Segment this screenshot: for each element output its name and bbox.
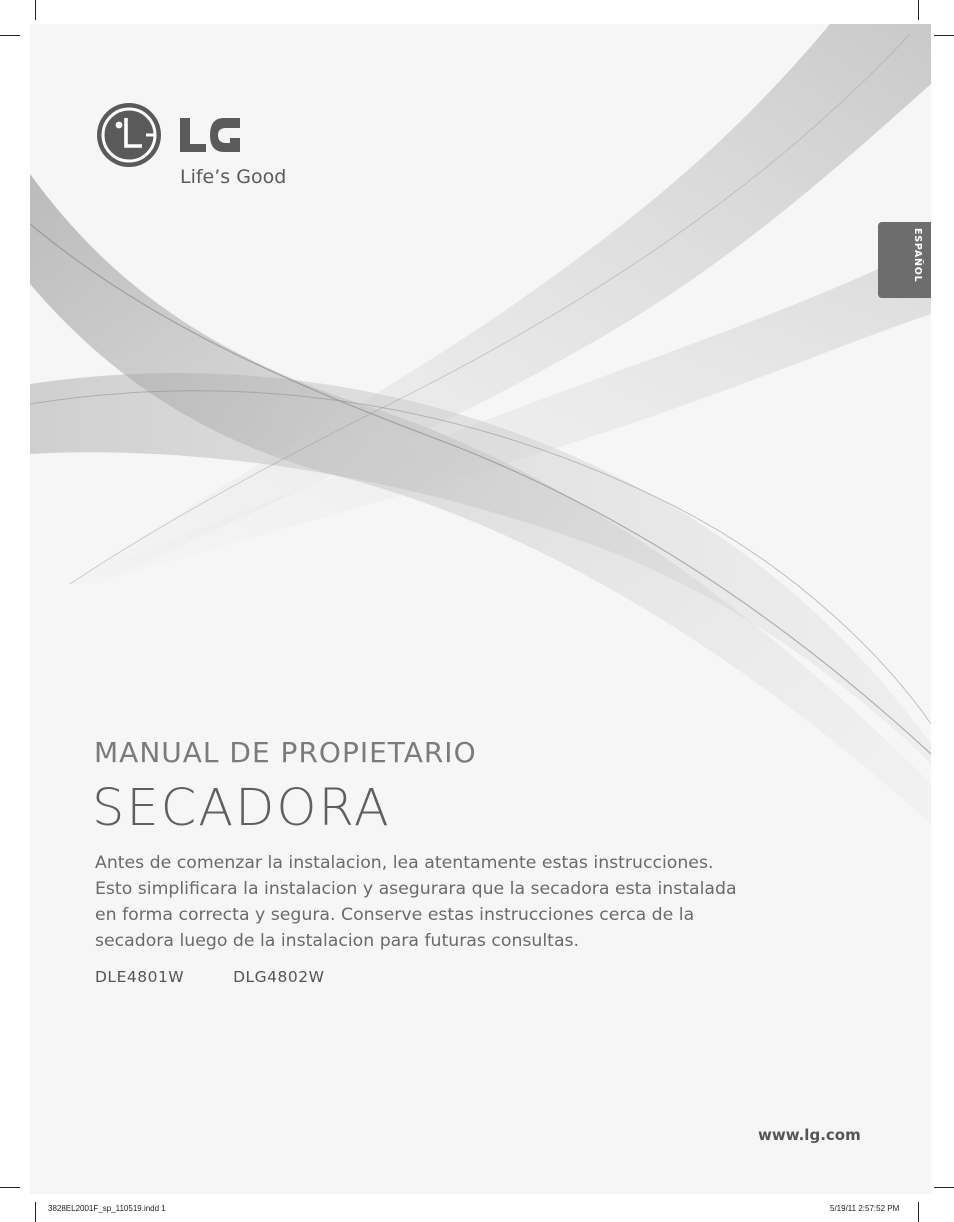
print-slug-datetime: 5/19/11 2:57:52 PM <box>830 1204 900 1213</box>
model-number: DLG4802W <box>233 968 325 986</box>
manual-title: MANUAL DE PROPIETARIO <box>94 736 477 769</box>
language-tab <box>878 222 931 298</box>
model-number: DLE4801W <box>95 968 185 986</box>
print-slug-file: 3828EL2001F_sp_110519.indd 1 <box>48 1204 166 1213</box>
crop-mark <box>0 1187 20 1188</box>
crop-mark <box>918 0 919 20</box>
intro-line: Antes de comenzar la instalacion, lea atentamente estas instrucciones. <box>95 853 714 873</box>
crop-mark <box>35 1202 36 1222</box>
intro-paragraph <box>95 850 825 954</box>
swirl-background <box>30 24 931 1194</box>
lg-logo <box>96 102 296 192</box>
language-tab-label: ESPAÑOL <box>912 228 923 283</box>
crop-mark <box>934 1187 954 1188</box>
product-title: SECADORA <box>92 779 391 838</box>
intro-line: Esto simplificara la instalacion y asegurara que la secadora esta instalada <box>95 879 737 899</box>
crop-mark <box>934 35 954 36</box>
intro-line: secadora luego de la instalacion para futuras consultas. <box>95 931 580 951</box>
crop-mark <box>35 0 36 20</box>
lg-wordmark <box>178 116 258 154</box>
lg-face-icon <box>96 102 162 168</box>
intro-line: en forma correcta y segura. Conserve estas instrucciones cerca de la <box>95 905 695 925</box>
cover-page <box>30 24 931 1194</box>
brand-slogan: Life’s Good <box>180 166 287 188</box>
model-list <box>95 968 324 986</box>
crop-mark <box>918 1202 919 1222</box>
website-link[interactable]: www.lg.com <box>758 1126 861 1144</box>
crop-mark <box>0 35 20 36</box>
